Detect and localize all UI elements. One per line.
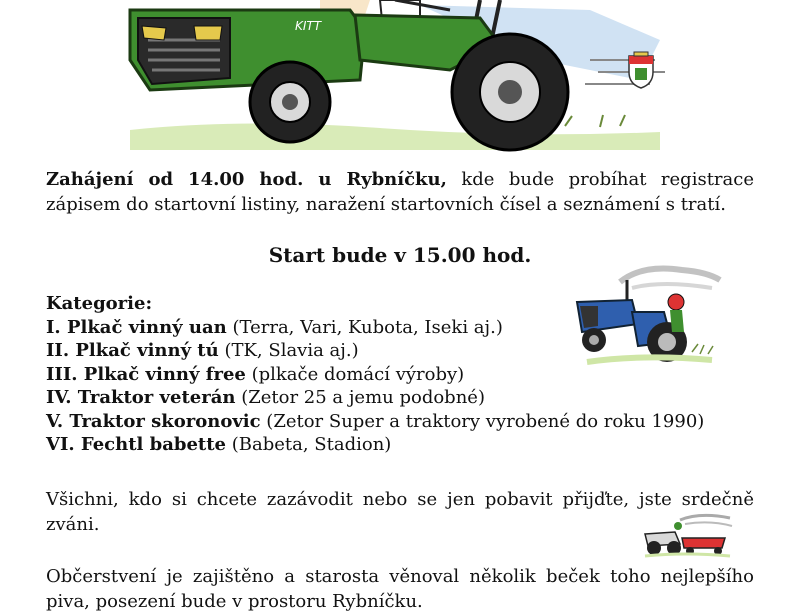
category-item: III. Plkač vinný free (plkače domácí výroby) [46, 363, 465, 385]
intro-rest: kde bude probíhat registrace zápisem do startovní listiny, naražení startovních čísel a seznámení s tratí. [46, 169, 754, 215]
green-tractor-illustration [120, 0, 680, 160]
category-item: V. Traktor skoronovic (Zetor Super a traktory vyrobené do roku 1990) [46, 410, 705, 432]
category-item: II. Plkač vinný tú (TK, Slavia aj.) [46, 340, 359, 361]
categories-heading: Kategorie: [46, 293, 153, 314]
coat-of-arms-icon [626, 50, 656, 90]
intro-paragraph [46, 167, 754, 217]
refreshments-paragraph: Občerstvení je zajištěno a starosta věnoval několik beček toho nejlepšího piva, posezení bude v prostoru Rybníčku. [46, 566, 754, 612]
category-item: IV. Traktor veterán (Zetor 25 a jemu podobné) [46, 387, 485, 408]
intro-bold: Zahájení od 14.00 hod. u Rybníčku, [46, 169, 447, 190]
small-tractor-illustration [640, 510, 735, 560]
blue-tractor-illustration [572, 262, 722, 372]
hood-label: KITT [295, 19, 322, 33]
start-time-heading: Start bude v 15.00 hod. [268, 243, 532, 267]
category-item: VI. Fechtl babette (Babeta, Stadion) [46, 434, 392, 455]
category-item: I. Plkač vinný uan (Terra, Vari, Kubota, Iseki aj.) [46, 316, 503, 338]
invite-paragraph: Všichni, kdo si chcete zazávodit nebo se jen pobavit přijďte, jste srdečně zváni. [46, 489, 754, 535]
